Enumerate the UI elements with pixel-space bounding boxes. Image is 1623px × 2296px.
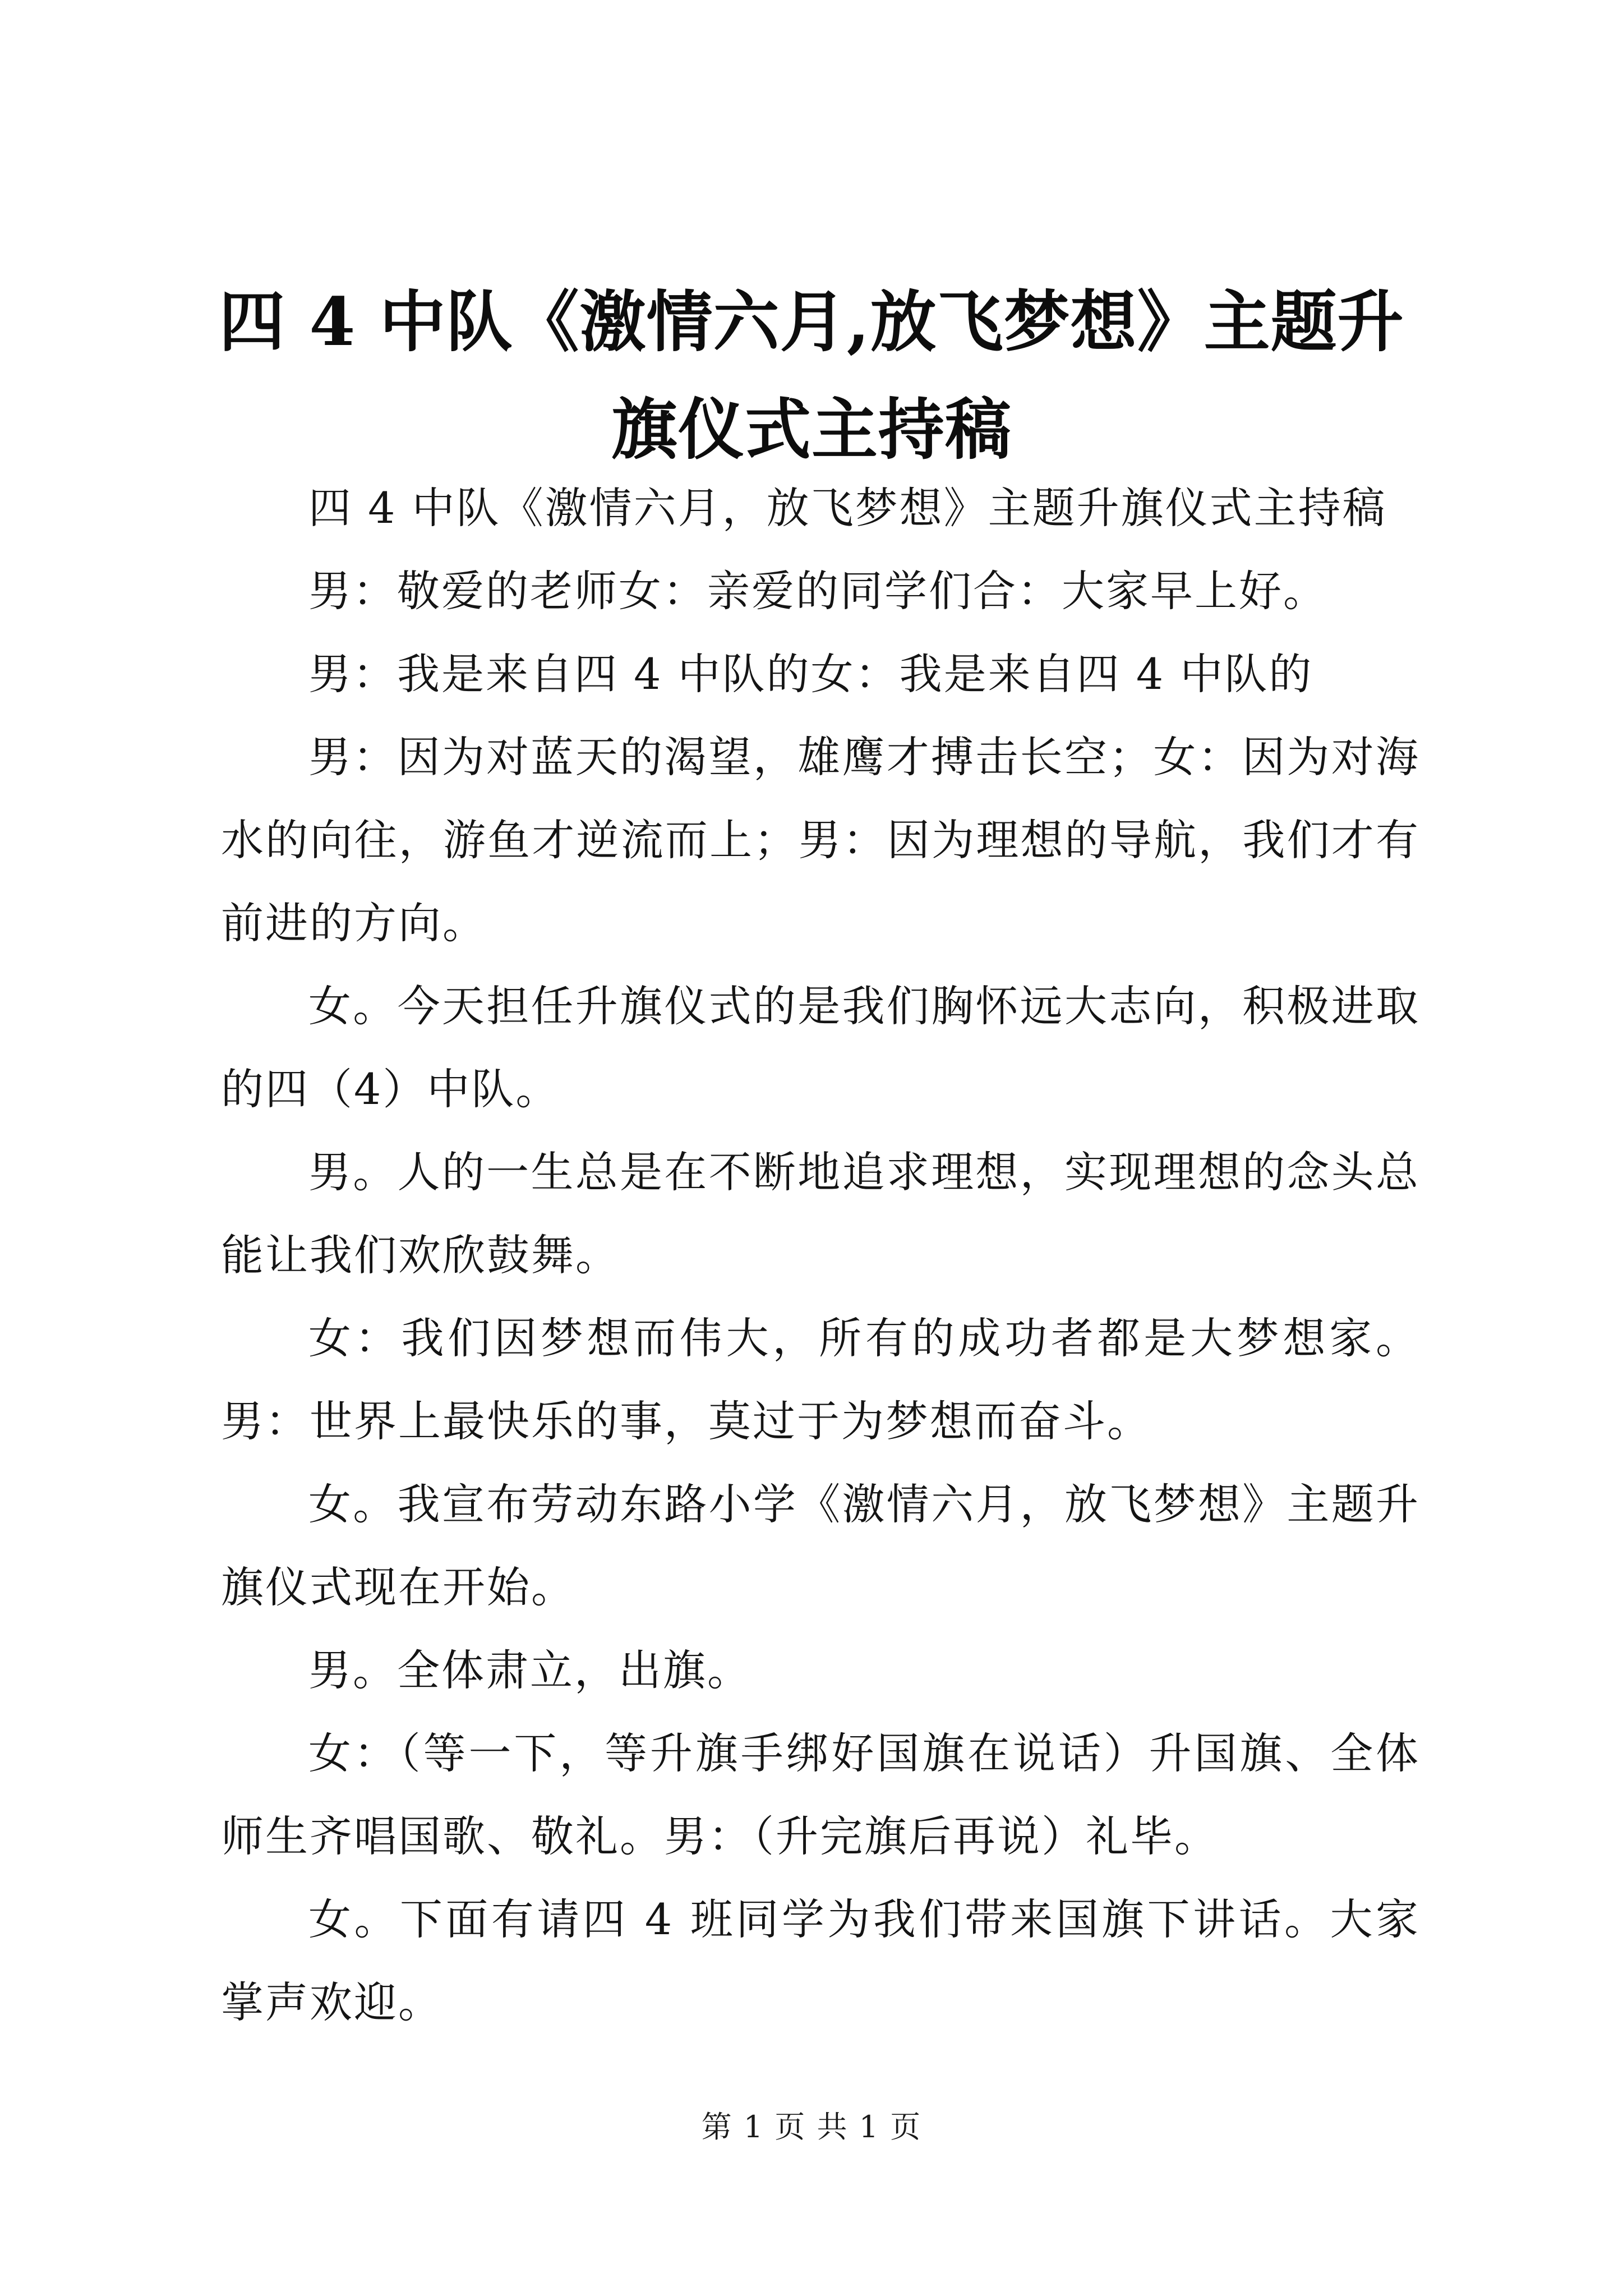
document-body	[221, 467, 1420, 2044]
document-title: 四 4 中队《激情六月,放飞梦想》主题升旗仪式主持稿	[219, 283, 1404, 468]
paragraph: 男：因为对蓝天的渴望，雄鹰才搏击长空；女：因为对海水的向往，游鱼才逆流而上；男：因为理想的导航，我们才有前进的方向。	[221, 732, 1420, 948]
paragraph: 男：敬爱的老师女：亲爱的同学们合：大家早上好。	[308, 566, 1327, 616]
paragraph: 四 4 中队《激情六月，放飞梦想》主题升旗仪式主持稿	[308, 483, 1387, 533]
paragraph: 女。我宣布劳动东路小学《激情六月，放飞梦想》主题升旗仪式现在开始。	[221, 1479, 1420, 1612]
paragraph: 女：（等一下，等升旗手绑好国旗在说话）升国旗、全体师生齐唱国歌、敬礼。男：（升完旗后再说）礼毕。	[221, 1728, 1420, 1861]
paragraph: 男。全体肃立，出旗。	[308, 1645, 751, 1695]
paragraph: 男：我是来自四 4 中队的女：我是来自四 4 中队的	[308, 649, 1313, 699]
page-footer: 第 1 页 共 1 页	[701, 2109, 922, 2145]
paragraph: 女：我们因梦想而伟大，所有的成功者都是大梦想家。男：世界上最快乐的事，莫过于为梦想而奋斗。	[221, 1313, 1420, 1446]
paragraph: 男。人的一生总是在不断地追求理想，实现理想的念头总能让我们欢欣鼓舞。	[221, 1147, 1420, 1280]
paragraph: 女。今天担任升旗仪式的是我们胸怀远大志向，积极进取的四（4）中队。	[221, 981, 1420, 1114]
paragraph: 女。下面有请四 4 班同学为我们带来国旗下讲话。大家掌声欢迎。	[221, 1894, 1420, 2027]
